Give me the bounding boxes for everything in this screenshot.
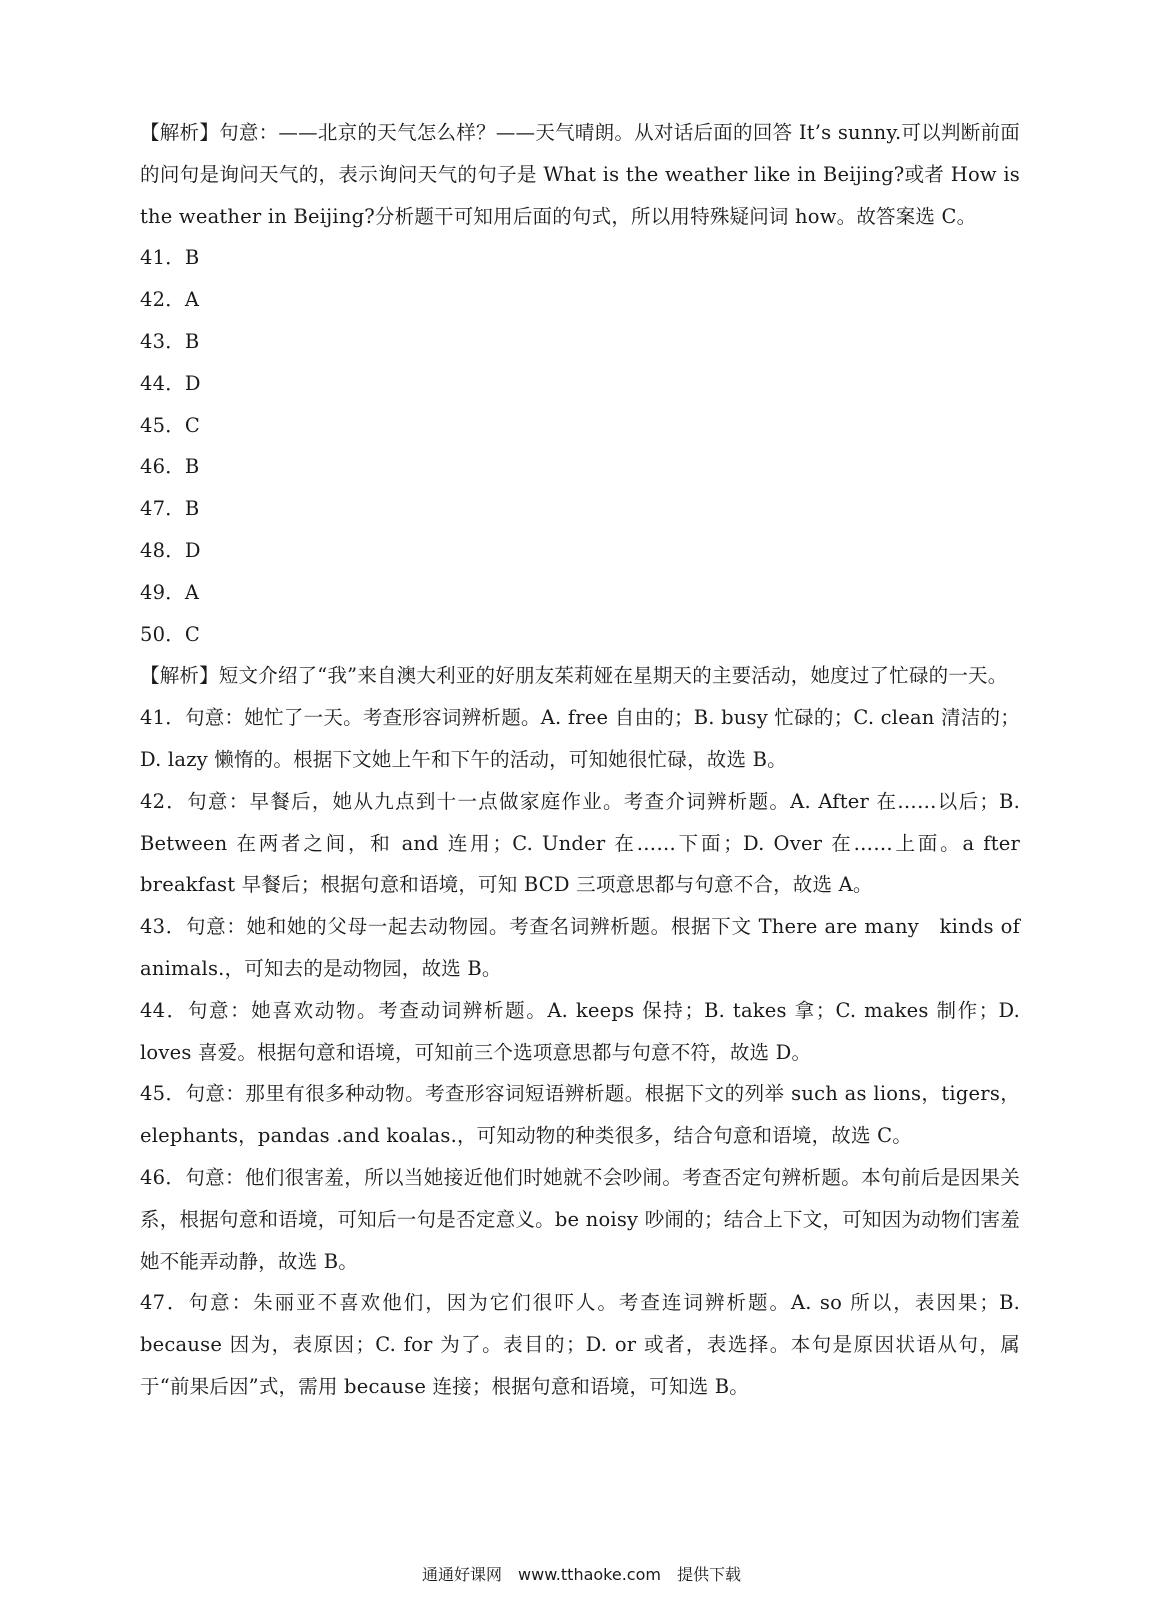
answer-item-44: 44．D — [140, 371, 201, 395]
explanation-43: 43．句意：她和她的父母一起去动物园。考查名词辨析题。根据下文 There are many kinds of animals.，可知去的是动物园，故选 B。 — [140, 915, 1020, 980]
answer-item-48: 48．D — [140, 538, 201, 562]
answer-item-49: 49．A — [140, 580, 200, 604]
explanation-41: 41．句意：她忙了一天。考查形容词辨析题。A. free 自由的；B. busy 忙碌的；C. clean 清洁的；D. lazy 懒惰的。根据下文她上午和下午的活动，可知她很忙碌，故选 B。 — [140, 706, 1020, 771]
page-footer: 通通好课网 www.tthaoke.com 提供下载 — [422, 1565, 741, 1584]
explanation-44: 44．句意：她喜欢动物。考查动词辨析题。A. keeps 保持；B. takes 拿；C. makes 制作；D. loves 喜爱。根据句意和语境，可知前三个选项意思都与句意不符，故选 D。 — [140, 998, 1020, 1064]
explanation-47: 47．句意：朱丽亚不喜欢他们，因为它们很吓人。考查连词辨析题。A. so 所以，表因果；B. because 因为，表原因；C. for 为了。表目的；D. or 或者，表选择。本句是原因状语从句，属于“前果后因”式，需用 because 连接；根据句意和语境，可知选 B。 — [140, 1291, 1020, 1398]
answer-item-41: 41．B — [140, 246, 200, 270]
explanation-42: 42．句意：早餐后，她从九点到十一点做家庭作业。考查介词辨析题。A. After 在……以后；B. Between 在两者之间，和 and 连用；C. Under 在……下面；D. Over 在……上面。a fter breakfast 早餐后；根据句意和语境，可知 BCD 三项意思都与句意不合，故选 A。 — [140, 789, 1020, 897]
answer-item-47: 47．B — [140, 497, 200, 521]
answer-list — [140, 237, 1020, 655]
passage-summary: 【解析】短文介绍了“我”来自澳大利亚的好朋友茱莉娅在星期天的主要活动，她度过了忙碌的一天。 — [140, 664, 1008, 688]
answer-item-45: 45．C — [140, 413, 201, 437]
explanation-45: 45．句意：那里有很多种动物。考查形容词短语辨析题。根据下文的列举 such as lions，tigers，elephants，pandas .and koalas.，可知动物的种类很多，结合句意和语境，故选 C。 — [140, 1082, 1020, 1148]
answer-item-42: 42．A — [140, 288, 200, 312]
document-body — [140, 112, 1020, 1408]
explanation-list — [140, 655, 1020, 1407]
answer-item-46: 46．B — [140, 455, 200, 479]
analysis-paragraph-weather: 【解析】句意：——北京的天气怎么样？——天气晴朗。从对话后面的回答 It’s sunny.可以判断前面的问句是询问天气的，表示询问天气的句子是 What is the weather like in Beijing?或者 How is the weather in Beijing?分析题干可知用后面的句式，所以用特殊疑问词 how。故答案选 C。 — [140, 121, 1020, 228]
explanation-46: 46．句意：他们很害羞，所以当她接近他们时她就不会吵闹。考查否定句辨析题。本句前后是因果关系，根据句意和语境，可知后一句是否定意义。be noisy 吵闹的；结合上下文，可知因为动物们害羞她不能弄动静，故选 B。 — [140, 1165, 1020, 1273]
answer-item-43: 43．B — [140, 329, 200, 353]
answer-item-50: 50．C — [140, 622, 201, 646]
